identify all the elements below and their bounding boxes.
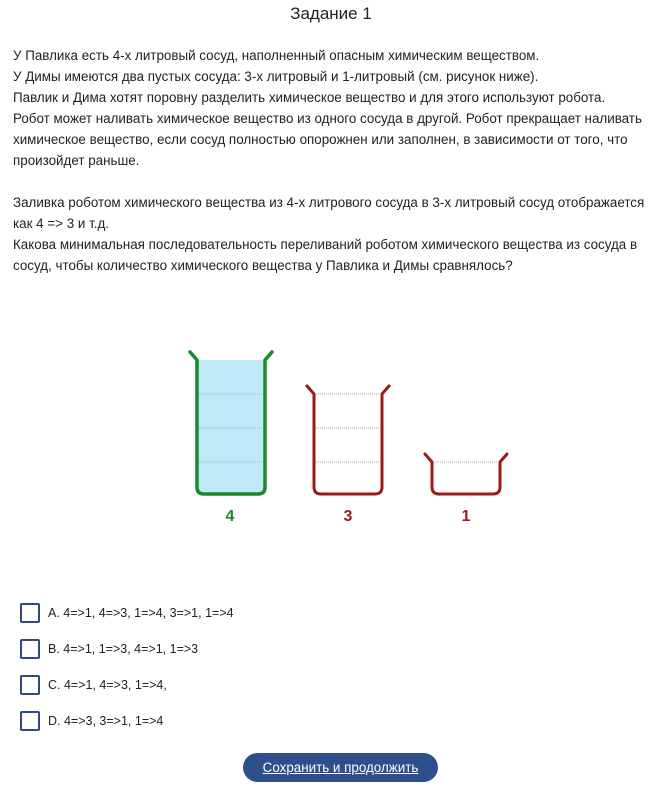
save-continue-button[interactable]: Сохранить и продолжить	[243, 753, 438, 782]
option-b[interactable]	[20, 639, 234, 659]
option-d-label[interactable]: D. 4=>3, 3=>1, 1=>4	[48, 714, 164, 728]
vessel-1-outline	[425, 454, 507, 494]
task-text	[13, 45, 653, 276]
option-a[interactable]	[20, 603, 234, 623]
task-line: Павлик и Дима хотят поровну разделить химическое вещество и для этого используют робота.	[13, 90, 606, 105]
paragraph-gap	[13, 171, 653, 192]
vessel-3-outline	[307, 386, 389, 494]
task-line: Какова минимальная последовательность переливаний роботом химического вещества из сосуда в сосуд, чтобы количество химического вещества у Павлика и Димы сравнялось?	[13, 237, 638, 273]
option-a-checkbox[interactable]	[20, 603, 40, 623]
answer-options	[20, 603, 234, 747]
task-line: Робот может наливать химическое вещество из одного сосуда в другой. Робот прекращает наливать химическое вещество, если сосуд полностью опорожнен или заполнен, в зависимости от того, что произойдет раньше.	[13, 111, 642, 168]
vessel-3	[307, 386, 389, 525]
option-b-checkbox[interactable]	[20, 639, 40, 659]
option-d[interactable]	[20, 711, 234, 731]
vessel-3-label: 3	[343, 508, 353, 525]
option-c-checkbox[interactable]	[20, 675, 40, 695]
option-c-label[interactable]: C. 4=>1, 4=>3, 1=>4,	[48, 678, 167, 692]
vessel-4	[190, 352, 272, 525]
vessels-illustration	[180, 346, 520, 528]
vessel-4-label: 4	[225, 508, 235, 525]
vessel-1-label: 1	[461, 508, 471, 525]
option-c[interactable]	[20, 675, 234, 695]
vessel-1	[425, 454, 507, 525]
option-b-label[interactable]: B. 4=>1, 1=>3, 4=>1, 1=>3	[48, 642, 199, 656]
vessels-figure	[180, 346, 520, 528]
task-line: У Павлика есть 4-х литровый сосуд, наполненный опасным химическим веществом.	[13, 48, 540, 63]
vessel-4-liquid	[198, 360, 264, 493]
option-d-checkbox[interactable]	[20, 711, 40, 731]
option-a-label[interactable]: A. 4=>1, 4=>3, 1=>4, 3=>1, 1=>4	[48, 606, 234, 620]
task-line: У Димы имеются два пустых сосуда: 3-х литровый и 1-литровый (см. рисунок ниже).	[13, 69, 539, 84]
page-title: Задание 1	[290, 4, 372, 23]
task-line: Заливка роботом химического вещества из 4-х литрового сосуда в 3-х литровый сосуд отображается как 4 => 3 и т.д.	[13, 195, 645, 231]
